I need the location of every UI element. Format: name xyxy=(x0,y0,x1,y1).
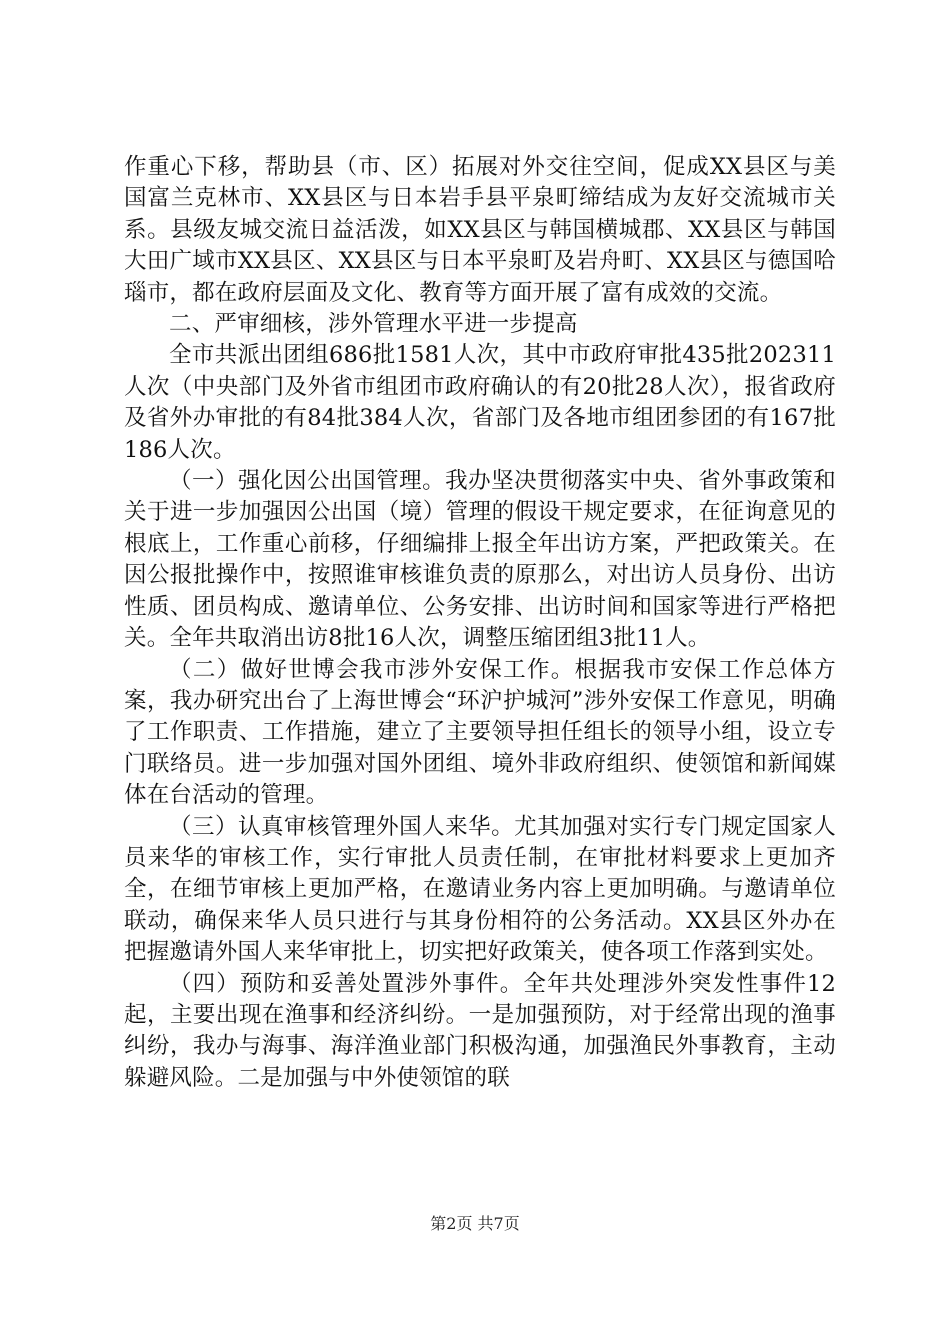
paragraph-official-travel: （一）强化因公出国管理。我办坚决贯彻落实中央、省外事政策和关于进一步加强因公出国（境）管理的假设干规定要求，在征询意见的根底上，工作重心前移，仔细编排上报全年出访方案，严把政策关。在因公报批操作中，按照谁审核谁负责的原那么，对出访人员身份、出访性质、团员构成、邀请单位、公务安排、出访时间和国家等进行严格把关。全年共取消出访8批16人次，调整压缩团组3批11人。 xyxy=(124,468,836,652)
paragraph-incident-handling: （四）预防和妥善处置涉外事件。全年共处理涉外突发性事件12起，主要出现在渔事和经济纠纷。一是加强预防，对于经常出现的渔事纠纷，我办与海事、海洋渔业部门积极沟通，加强渔民外事教育，主动躲避风险。二是加强与中外使领馆的联 xyxy=(124,970,836,1091)
section-heading: 二、严审细核，涉外管理水平进一步提高 xyxy=(169,311,578,338)
paragraph-delegation-stats: 全市共派出团组686批1581人次，其中市政府审批435批202311人次（中央部门及外省市组团市政府确认的有20批28人次），报省政府及省外办审批的有84批384人次，省部门及各地市组团参团的有167批186人次。 xyxy=(124,342,836,463)
paragraph-expo-security: （二）做好世博会我市涉外安保工作。根据我市安保工作总体方案，我办研究出台了上海世博会“环沪护城河”涉外安保工作意见，明确了工作职责、工作措施，建立了主要领导担任组长的领导小组，设立专门联络员。进一步加强对国外团组、境外非政府组织、使领馆和新闻媒体在台活动的管理。 xyxy=(124,656,836,809)
page-number-footer: 第2页 共7页 xyxy=(430,1214,520,1233)
paragraph-foreign-visitors: （三）认真审核管理外国人来华。尤其加强对实行专门规定国家人员来华的审核工作，实行审批人员责任制，在审批材料要求上更加齐全，在细节审核上更加严格，在邀请业务内容上更加明确。与邀请单位联动，确保来华人员只进行与其身份相符的公务活动。XX县区外办在把握邀请外国人来华审批上，切实把好政策关，使各项工作落到实处。 xyxy=(124,813,836,966)
paragraph-continuation: 作重心下移，帮助县（市、区）拓展对外交往空间，促成XX县区与美国富兰克林市、XX县区与日本岩手县平泉町缔结成为友好交流城市关系。县级友城交流日益活泼，如XX县区与韩国横城郡、XX县区与韩国大田广域市XX县区、XX县区与日本平泉町及岩舟町、XX县区与德国哈瑙市，都在政府层面及文化、教育等方面开展了富有成效的交流。 xyxy=(124,154,836,306)
document-body xyxy=(124,152,836,1094)
